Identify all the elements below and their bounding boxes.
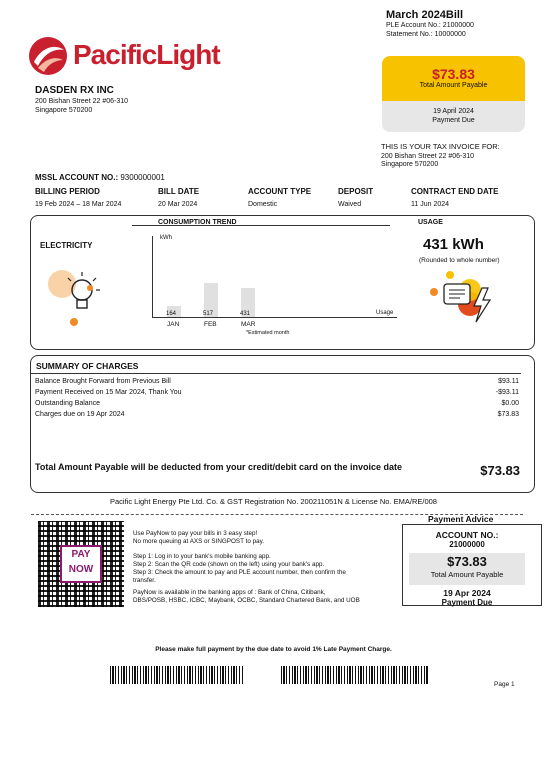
tax-invoice-title: THIS IS YOUR TAX INVOICE FOR:: [381, 142, 500, 151]
paynow-logo-icon: [60, 545, 102, 583]
summary-row-amount: $93.11: [498, 378, 519, 385]
summary-row-amount: -$93.11: [495, 389, 519, 396]
total-payable-text: Total Amount Payable will be deducted from your credit/debit card on the invoice date: [35, 462, 403, 472]
summary-title: SUMMARY OF CHARGES: [36, 361, 139, 371]
paynow-instructions: [133, 530, 360, 605]
chart-y-axis: [152, 236, 153, 318]
lightbulb-icon: [40, 262, 120, 328]
deposit-value: Waived: [338, 201, 362, 208]
advice-account-value: 21000000: [449, 540, 485, 549]
summary-row-label: Charges due on 19 Apr 2024: [35, 411, 125, 418]
payable-label: Total Amount Payable: [419, 82, 488, 89]
total-payable-amount: $73.83: [480, 463, 520, 478]
summary-row-amount: $73.83: [497, 411, 519, 418]
customer-address-line2: Singapore 570200: [35, 107, 93, 114]
paynow-step3-cont: transfer.: [133, 577, 156, 584]
advice-amount: $73.83: [447, 554, 487, 569]
account-type-header: ACCOUNT TYPE: [248, 187, 312, 196]
paynow-logo-line1: PAY: [71, 549, 91, 560]
payable-amount: $73.83: [432, 66, 475, 82]
barcode-right: [281, 666, 429, 684]
paynow-line1: Use PayNow to pay your bills in 3 easy step!: [133, 530, 258, 537]
bill-date-header: BILL DATE: [158, 187, 200, 196]
paynow-line2: No more queuing at AXS or SINGPOST to pay.: [133, 538, 265, 545]
tax-invoice-address-line2: Singapore 570200: [381, 161, 439, 168]
mssl-account-value: 9300000001: [120, 173, 165, 182]
summary-row-amount: $0.00: [501, 400, 519, 407]
usage-value: 431 kWh: [423, 236, 484, 253]
bar-value-label: 431: [240, 311, 251, 317]
page-number: Page 1: [494, 681, 515, 688]
bar-month-label: FEB: [204, 321, 217, 328]
paynow-step1: Step 1: Log in to your bank's mobile banking app.: [133, 553, 271, 560]
brand-name: PacificLight: [73, 39, 220, 70]
mssl-account: [35, 173, 165, 183]
contract-end-value: 11 Jun 2024: [411, 201, 450, 208]
usage-note: (Rounded to whole number): [419, 257, 500, 264]
payment-advice-box: [402, 524, 542, 606]
chart-axis-label: Usage: [376, 310, 394, 316]
bill-lightning-icon: [418, 270, 498, 326]
summary-row-label: Balance Brought Forward from Previous Bill: [35, 378, 171, 385]
paynow-logo-line2: NOW: [68, 564, 94, 575]
paynow-banks-line2: DBS/POSB, HSBC, ICBC, Maybank, OCBC, Standard Chartered Bank, and UOB: [133, 597, 360, 604]
company-registration: Pacific Light Energy Pte Ltd. Co. & GST Registration No. 200211051N & License No. EMA/RE/008: [110, 497, 437, 506]
advice-amount-card: [409, 553, 525, 585]
paynow-banks-line1: PayNow is available in the banking apps of : Bank of China, Citibank,: [133, 589, 326, 596]
payable-summary-card: [382, 56, 525, 132]
consumption-trend-title: CONSUMPTION TREND: [158, 219, 237, 226]
contract-end-header: CONTRACT END DATE: [411, 187, 499, 196]
bill-date-value: 20 Mar 2024: [158, 201, 198, 208]
advice-account-label: ACCOUNT NO.:: [435, 530, 499, 540]
billing-period-value: 19 Feb 2024 – 18 Mar 2024: [35, 201, 122, 208]
pacificlight-logo-icon: [28, 36, 68, 76]
electricity-label: ELECTRICITY: [40, 241, 93, 250]
estimated-month-note: *Estimated month: [246, 330, 290, 336]
tax-invoice-address-line1: 200 Bishan Street 22 #06-310: [381, 153, 475, 160]
payment-due-label: Payment Due: [432, 117, 475, 124]
paynow-step3: Step 3: Check the amount to pay and PLE account number, then confirm the: [133, 569, 346, 576]
bar-month-label: JAN: [167, 321, 180, 328]
summary-title-divider: [31, 373, 521, 374]
summary-row-label: Payment Received on 15 Mar 2024, Thank You: [35, 389, 182, 396]
chart-unit-label: kWh: [160, 235, 172, 241]
customer-name: DASDEN RX INC: [35, 85, 114, 96]
bar-value-label: 517: [203, 311, 214, 317]
mssl-account-label: MSSL ACCOUNT NO.:: [35, 173, 119, 182]
late-payment-notice: Please make full payment by the due date to avoid 1% Late Payment Charge.: [155, 646, 392, 653]
deposit-header: DEPOSIT: [338, 187, 374, 196]
barcode-left: [110, 666, 244, 684]
payment-due-date: 19 April 2024: [433, 108, 474, 115]
advice-amount-label: Total Amount Payable: [430, 570, 504, 579]
customer-address-line1: 200 Bishan Street 22 #06-310: [35, 98, 129, 105]
account-type-value: Domestic: [248, 201, 278, 208]
bar-month-label: MAR: [241, 321, 256, 328]
paynow-step2: Step 2: Scan the QR code (shown on the left) using your bank's app.: [133, 561, 325, 568]
statement-number: Statement No.: 10000000: [386, 31, 466, 38]
bar-value-label: 164: [166, 311, 177, 317]
advice-due-date: 19 Apr 2024: [443, 588, 491, 598]
billing-period-header: BILLING PERIOD: [35, 187, 100, 196]
chart-x-axis: [152, 317, 397, 318]
summary-row-label: Outstanding Balance: [35, 400, 100, 407]
advice-due-label: Payment Due: [441, 598, 493, 607]
payment-advice-title: Payment Advice: [428, 514, 494, 524]
bill-title: March 2024Bill: [386, 9, 464, 21]
ple-account-number: PLE Account No.: 21000000: [386, 22, 474, 29]
usage-title: USAGE: [418, 219, 443, 226]
